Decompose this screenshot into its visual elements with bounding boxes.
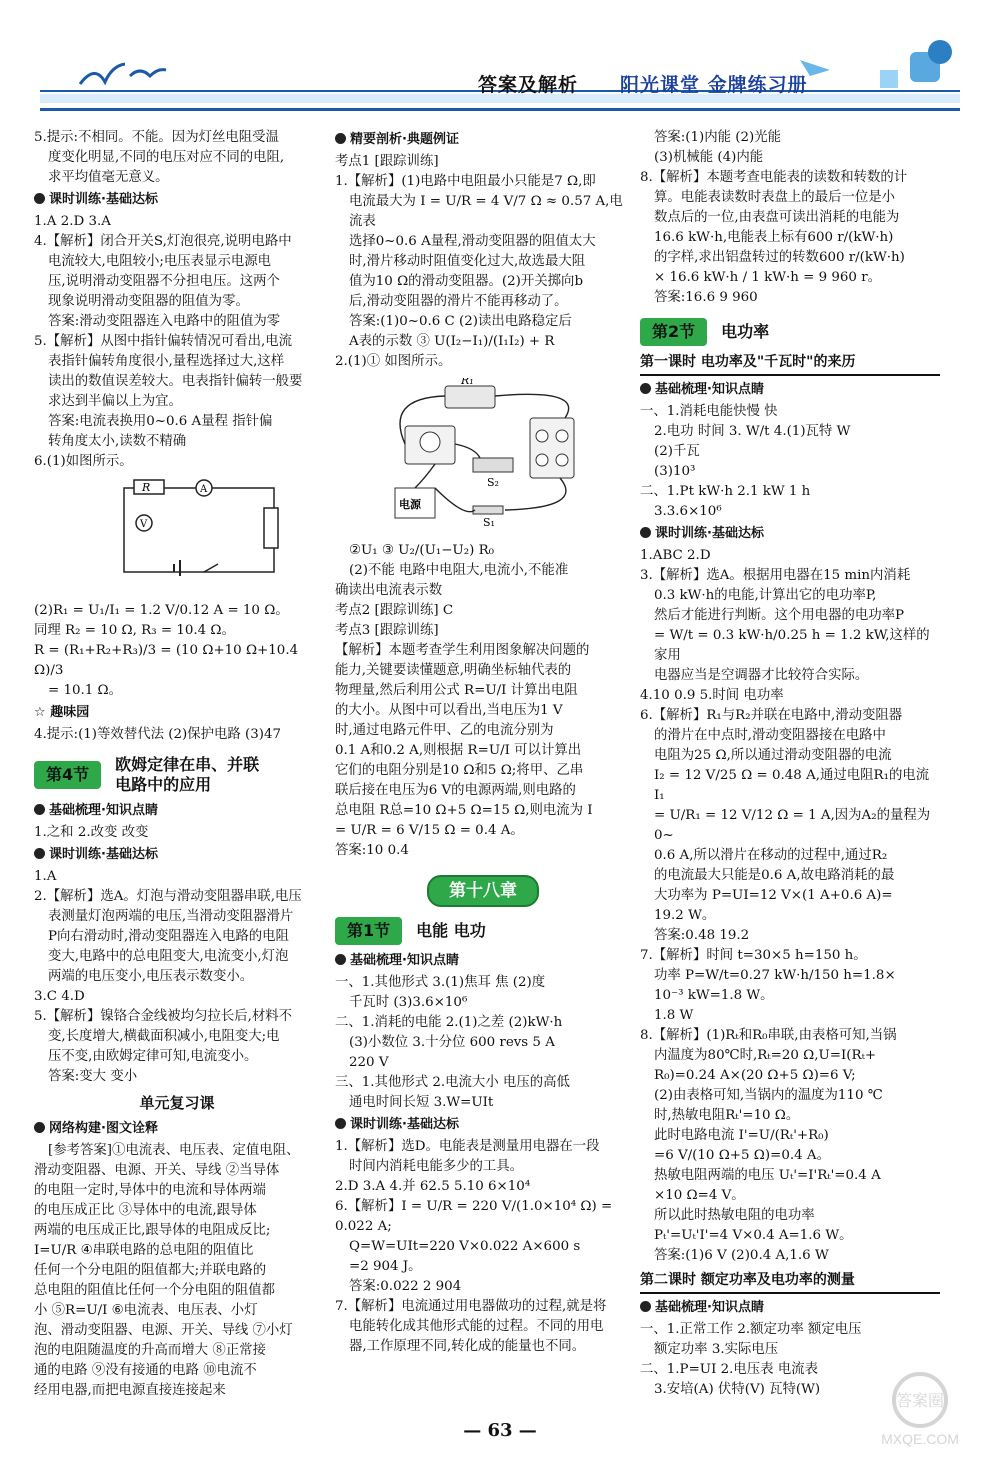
text-line: 压,说明滑动变阻器不分担电压。这两个 (48, 274, 280, 289)
switch-s1-icon (473, 506, 503, 514)
power-label: 电源 (399, 498, 421, 511)
text-line: 220 V (349, 1055, 389, 1070)
text-line: 内温度为80℃时,Rₜ=20 Ω,U=I(Rₜ+ (654, 1048, 877, 1063)
formula-line: Pₜ'=Uₜ'I'=4 V×0.4 A=1.6 W。 (654, 1228, 853, 1243)
dual-meter-icon (530, 418, 574, 478)
bullet-icon (335, 954, 346, 965)
text-line: 考点3 [跟踪训练] (335, 623, 439, 638)
bullet-icon (335, 133, 346, 144)
answer-line: 答案:0.022 2 904 (349, 1279, 462, 1294)
text-line: 值为10 Ω的滑动变阻器。(2)开关掷向b (349, 274, 584, 289)
text-line: 时,滑片移动时阻值变化过大,故选最大阻 (349, 254, 586, 269)
formula-line: = 10.1 Ω。 (48, 683, 123, 698)
text-line: 它们的电阻分别是10 Ω和5 Ω;将甲、乙串 (335, 763, 584, 778)
text-line: 两端的电压变小,电压表示数变小。 (48, 969, 254, 984)
text-line: (2)千瓦 (654, 444, 700, 459)
section-title: 电能 电功 (416, 921, 486, 940)
page-number: — 63 — (463, 1420, 537, 1441)
text-line: 表测量灯泡两端的电压,当滑动变阻器滑片 (48, 909, 294, 924)
text-line: 5.【解析】镍铬合金线被均匀拉长后,材料不 (34, 1009, 293, 1024)
column-left (34, 128, 320, 1401)
formula-line: ②U₁ ③ U₂/(U₁−U₂) R₀ (349, 543, 495, 558)
text-line: 1.【解析】(1)电路中电阻最小只能是7 Ω,即 (335, 174, 596, 189)
answer-line: (3)机械能 (4)内能 (654, 150, 764, 165)
answer-line: 答案:滑动变阻器连入电路中的阻值为零 (48, 314, 281, 329)
text-line: 滑动变阻器、电源、开关、导线 ②当导体 (34, 1163, 280, 1178)
text-line: 表指针偏转角度很小,量程选择过大,这样 (48, 354, 285, 369)
formula-line: =6 V/(10 Ω+5 Ω)=0.4 A。 (654, 1148, 830, 1163)
formula-line: 同理 R₂ = 10 Ω, R₃ = 10.4 Ω。 (34, 623, 235, 638)
text-line: 5.提示:不相同。不能。因为灯丝电阻受温 (34, 130, 279, 145)
text-line: 总电阻 R总=10 Ω+5 Ω=15 Ω,则电流为 I (335, 803, 593, 818)
formula-line: 10⁻³ kW=1.8 W。 (654, 988, 774, 1003)
text-line: 0.6 A,所以滑片在移动的过程中,通过R₂ (654, 848, 888, 863)
star-icon: ☆ (34, 705, 46, 720)
lesson-title: 第二课时 额定功率及电功率的测量 (640, 1270, 940, 1294)
text-line: 3.【解析】选A。根据用电器在15 min内消耗 (640, 568, 911, 583)
s2-label: S₂ (487, 476, 499, 489)
formula-line: 此时电路电流 I'=U/(Rₜ'+R₀) (654, 1128, 829, 1143)
text-line: 求达到半偏以上为宜。 (48, 394, 182, 409)
text-line: 度变化明显,不同的电压对应不同的电阻, (48, 150, 285, 165)
section-heading: 网络构建·图文诠释 (34, 1119, 320, 1139)
text-line: 变,长度增大,横截面积减小,电阻变大;电 (48, 1029, 280, 1044)
section-heading: 课时训练·基础达标 (335, 1115, 631, 1135)
chapter-heading (34, 755, 320, 795)
text-line: 8.【解析】(1)Rₜ和R₀串联,由表格可知,当锅 (640, 1028, 897, 1043)
text-line: 一、1.其他形式 3.(1)焦耳 焦 (2)度 (335, 975, 546, 990)
bird-decoration-icon (70, 54, 170, 94)
text-line: 6.(1)如图所示。 (34, 454, 133, 469)
text-line: 的电压成正比 ③导体中的电流,跟导体 (34, 1203, 257, 1218)
section-heading: 课时训练·基础达标 (34, 845, 320, 865)
text-line: 数点后的一位,由表盘可读出消耗的电能为 (654, 210, 900, 225)
text-line: 时,通过电路元件甲、乙的电流分别为 (335, 723, 554, 738)
text-line: 确读出电流表示数 (335, 583, 443, 598)
resistor-label: R (142, 481, 151, 494)
text-line: 时间内消耗电能多少的工具。 (349, 1159, 524, 1174)
bullet-icon (34, 804, 45, 815)
review-title: 单元复习课 (139, 1094, 215, 1112)
bullet-icon (640, 527, 651, 538)
bullet-icon (640, 1301, 651, 1312)
text-line: 通的电路 ⑨没有接通的电路 ⑩电流不 (34, 1363, 257, 1378)
text-line: 读出的数值误差较大。电表指针偏转一般要 (48, 374, 303, 389)
chapter-title: 第十八章 (427, 875, 539, 907)
formula-line: 6.【解析】I = U/R = 220 V/(1.0×10⁴ Ω) = 0.022 A; (335, 1199, 613, 1234)
section-heading: 基础梳理·知识点睛 (335, 951, 631, 971)
formula-line: ×10 Ω=4 V。 (654, 1188, 745, 1203)
answer-line: 答案:电流表换用0~0.6 A量程 指针偏 (48, 414, 273, 429)
column-middle (335, 128, 631, 1357)
text-line: I=U/R ④串联电路的总电阻的阻值比 (34, 1243, 254, 1258)
text-line: 的大小。从图中可以看出,当电压为1 V (335, 703, 563, 718)
text-line: 16.6 kW·h,电能表上标有600 r/(kW·h) (654, 230, 894, 245)
watermark-logo-icon (860, 1370, 980, 1450)
page-header (30, 70, 970, 112)
formula-line: 功率 P=W/t=0.27 kW·h/150 h=1.8× (654, 968, 896, 983)
text-line: 两端的电压成正比,跟导体的电阻成反比; (34, 1223, 271, 1238)
text-line: 的电阻一定时,导体中的电流和导体两端 (34, 1183, 266, 1198)
text-line: 2.电功 时间 3. W/t 4.(1)瓦特 W (654, 424, 851, 439)
text-line: 电流较大,电阻较小;电压表显示电源电 (48, 254, 272, 269)
text-line: 变大,电路中的总电阻变大,电流变小,灯泡 (48, 949, 289, 964)
text-line: 压不变,由欧姆定律可知,电流变小。 (48, 1049, 258, 1064)
svg-text:MXQE.COM: MXQE.COM (881, 1431, 959, 1447)
text-line: 5.【解析】从图中指针偏转情况可看出,电流 (34, 334, 293, 349)
answer-line: 答案:16.6 9 960 (654, 290, 758, 305)
circuit-diagram-1 (34, 478, 320, 595)
answer-line: 1.8 W (654, 1008, 694, 1023)
answer-line: 答案:0.48 19.2 (654, 928, 750, 943)
text-line: 考点1 [跟踪训练] (335, 154, 439, 169)
circuit-svg (114, 478, 314, 588)
section-heading: 课时训练·基础达标 (640, 524, 940, 544)
section-heading: 基础梳理·知识点睛 (640, 380, 940, 400)
svg-text:V: V (140, 519, 148, 530)
answer-line: 转角度太小,读数不精确 (48, 434, 187, 449)
text-line: 能力,关键要读懂题意,明确坐标轴代表的 (335, 663, 572, 678)
answer-line: A表的示数 ③ U(I₂−I₁)/(I₁I₂) + R (349, 334, 555, 349)
formula-line: R = (R₁+R₂+R₃)/3 = (10 Ω+10 Ω+10.4 Ω)/3 (34, 643, 299, 678)
answer-line: 答案:10 0.4 (335, 843, 409, 858)
text-line: 经用电器,而把电源直接连接起来 (34, 1383, 226, 1398)
text-line: 小 ⑤R=U/I ⑥电流表、电压表、小灯 (34, 1303, 258, 1318)
rheostat-icon (264, 508, 278, 548)
text-line: 0.3 kW·h的电能,计算出它的电功率P, (654, 588, 877, 603)
svg-text:A: A (200, 484, 208, 495)
text-line: 1.ABC 2.D (640, 548, 711, 563)
text-line: 后,滑动变阻器的滑片不能再移动了。 (349, 294, 568, 309)
section-badge: 第1节 (335, 917, 402, 945)
formula-line: = W/t = 0.3 kW·h/0.25 h = 1.2 kW,这样的家用 (654, 628, 930, 663)
bullet-icon (640, 383, 651, 394)
section-badge: 第4节 (34, 761, 101, 789)
section-heading: 精要剖析·典题例证 (335, 130, 631, 150)
text-line: (2)由表格可知,当锅内的温度为110 ℃ (654, 1088, 883, 1103)
formula-line: R₀)=0.24 A×(20 Ω+5 Ω)=6 V; (654, 1068, 856, 1083)
text-line: 千瓦时 (3)3.6×10⁶ (349, 995, 468, 1010)
text-line: 求平均值毫无意义。 (48, 170, 169, 185)
text-line: 1.A 2.D 3.A (34, 214, 111, 229)
answer-line: 答案:(1)内能 (2)光能 (654, 130, 782, 145)
text-line: 的电流最大只能是0.6 A,故电路消耗的最 (654, 868, 895, 883)
text-line: 总电阻的阻值比任何一个分电阻的阻值都 (34, 1283, 276, 1298)
section-heading: 课时训练·基础达标 (34, 190, 320, 210)
text-line: 2.(1)① 如图所示。 (335, 354, 452, 369)
text-line: 电阻为25 Ω,所以通过滑动变阻器的电流 (654, 748, 892, 763)
text-line: 三、1.其他形式 2.电流大小 电压的高低 (335, 1075, 570, 1090)
text-line: 4.10 0.9 5.时间 电功率 (640, 688, 784, 703)
text-line: (2)不能 电路中电阻大,电流小,不能准 (349, 563, 569, 578)
section-heading: ☆ 趣味园 (34, 705, 90, 720)
formula-line: (2)R₁ = U₁/I₁ = 1.2 V/0.12 A = 10 Ω。 (34, 603, 289, 618)
text-line: 4.【解析】闭合开关S,灯泡很亮,说明电路中 (34, 234, 292, 249)
text-line: 1.A (34, 869, 57, 884)
text-line: 时,热敏电阻Rₜ'=10 Ω。 (654, 1108, 800, 1123)
text-line: 3.安培(A) 伏特(V) 瓦特(W) (654, 1382, 821, 1397)
text-line: 器,工作原理不同,转化成的能量也不同。 (349, 1339, 586, 1354)
switch-s2-icon (473, 458, 513, 472)
bullet-icon (335, 1118, 346, 1129)
section-heading: 基础梳理·知识点睛 (34, 801, 320, 821)
column-right (640, 128, 940, 1400)
section-title: 电功率 (721, 322, 770, 341)
text-line: P向右滑动时,滑动变阻器连入电路的电阻 (48, 929, 289, 944)
header-title: 答案及解析 (478, 74, 579, 96)
chapter-banner (335, 875, 631, 907)
answer-line: 答案:变大 变小 (48, 1069, 138, 1084)
text-line: 19.2 W。 (654, 908, 716, 923)
s1-label: S₁ (483, 516, 495, 528)
formula-line: =2 904 J。 (349, 1259, 422, 1274)
circuit-diagram-2 (335, 378, 631, 535)
text-line: 泡的电阻随温度的升高而增大 ⑧正常接 (34, 1343, 266, 1358)
lesson-title: 第一课时 电功率及"千瓦时"的来历 (640, 352, 940, 376)
text-line: 现象说明滑动变阻器的阻值为零。 (48, 294, 249, 309)
text-line: (3)小数位 3.十分位 600 revs 5 A (349, 1035, 555, 1050)
text-line: 8.【解析】本题考查电能表的读数和转数的计 (640, 170, 908, 185)
text-line: 额定功率 3.实际电压 (654, 1342, 779, 1357)
formula-line: I₂ = 12 V/25 Ω = 0.48 A,通过电阻R₁的电流 I₁ (654, 768, 930, 803)
answer-line: 答案:(1)6 V (2)0.4 A,1.6 W (654, 1248, 829, 1263)
resistor-box-icon (445, 386, 495, 408)
svg-text:答案圈: 答案圈 (895, 1393, 945, 1410)
bullet-icon (34, 193, 45, 204)
text-line: 算。电能表读数时表盘上的最后一位是小 (654, 190, 896, 205)
text-line: 一、1.正常工作 2.额定功率 额定电压 (640, 1322, 862, 1337)
text-line: (3)10³ (654, 464, 696, 479)
text-line: 二、1.Pt kW·h 2.1 kW 1 h (640, 484, 811, 499)
text-line: 3.3.6×10⁶ (654, 504, 722, 519)
formula-line: 大功率为 P=UI=12 V×(1 A+0.6 A)= (654, 888, 893, 903)
section-title: 欧姆定律在串、并联 电路中的应用 (115, 755, 260, 794)
text-line: 选择0~0.6 A量程,滑动变阻器的阻值太大 (349, 234, 596, 249)
text-line: 二、1.消耗的电能 2.(1)之差 (2)kW·h (335, 1015, 563, 1030)
text-line: 6.【解析】R₁与R₂并联在电路中,滑动变阻器 (640, 708, 903, 723)
text-line: 2.【解析】选A。灯泡与滑动变阻器串联,电压 (34, 889, 302, 904)
text-line: 4.提示:(1)等效替代法 (2)保护电路 (3)47 (34, 727, 282, 742)
text-line: 电能转化成其他形式能的过程。不同的用电 (349, 1319, 604, 1334)
r1-label: R₁ (461, 378, 474, 387)
bullet-icon (34, 1122, 45, 1133)
text-line: 1.之和 2.改变 改变 (34, 825, 149, 840)
text-line: 所以此时热敏电阻的电功率 (654, 1208, 815, 1223)
text-line: 任何一个分电阻的阻值都大;并联电路的 (34, 1263, 267, 1278)
text-line: 7.【解析】电流通过用电器做功的过程,就是将 (335, 1299, 607, 1314)
chapter-heading (335, 917, 631, 945)
text-line: 考点2 [跟踪训练] C (335, 603, 454, 618)
text-line: 通电时间长短 3.W=UIt (349, 1095, 494, 1110)
text-line: 物理量,然后利用公式 R=U/I 计算出电阻 (335, 683, 578, 698)
chapter-heading (640, 318, 940, 346)
formula-line: 电流最大为 I = U/R = 4 V/7 Ω ≈ 0.57 A,电流表 (349, 194, 623, 229)
answer-line: 答案:(1)0~0.6 C (2)读出电路稳定后 (349, 314, 572, 329)
text-line: 然后才能进行判断。这个用电器的电功率P (654, 608, 905, 623)
text-line: 一、1.消耗电能快慢 快 (640, 404, 778, 419)
text-line: 2.D 3.A 4.并 62.5 5.10 6×10⁴ (335, 1179, 531, 1194)
section-heading: 基础梳理·知识点睛 (640, 1298, 940, 1318)
text-line: 联后接在电压为6 V的电源两端,则电路的 (335, 783, 576, 798)
formula-line: 热敏电阻两端的电压 Uₜ'=I'Rₜ'=0.4 A (654, 1168, 881, 1183)
text-line: 的字样,求出铝盘转过的转数600 r/(kW·h) (654, 250, 905, 265)
text-line: 1.【解析】选D。电能表是测量用电器在一段 (335, 1139, 600, 1154)
text-line: 0.1 A和0.2 A,则根据 R=U/I 可以计算出 (335, 743, 582, 758)
text-line: 二、1.P=UI 2.电压表 电流表 (640, 1362, 818, 1377)
header-brand: 阳光课堂 金牌练习册 (620, 74, 808, 96)
section-badge: 第2节 (640, 318, 707, 346)
text-line: 【解析】本题考查学生利用图象解决问题的 (335, 643, 590, 658)
formula-line: Q=W=UIt=220 V×0.022 A×600 s (349, 1239, 581, 1254)
text-line: 泡、滑动变阻器、电源、开关、导线 ⑦小灯 (34, 1323, 293, 1338)
text-line: 3.C 4.D (34, 989, 85, 1004)
switch-icon (204, 564, 218, 572)
formula-line: = U/R = 6 V/15 Ω = 0.4 A。 (335, 823, 524, 838)
formula-line: × 16.6 kW·h / 1 kW·h = 9 960 r。 (654, 270, 881, 285)
text-line: 的滑片在中点时,滑动变阻器接在电路中 (654, 728, 886, 743)
formula-line: = U/R₁ = 12 V/12 Ω = 1 A,因为A₂的量程为0~ (654, 808, 931, 843)
text-line: [参考答案]①电流表、电压表、定值电阻、 (48, 1143, 300, 1158)
text-line: 电器应当是空调器才比较符合实际。 (654, 668, 869, 683)
circuit-photo-svg (365, 378, 605, 528)
bullet-icon (34, 848, 45, 859)
formula-line: 7.【解析】时间 t=30×5 h=150 h。 (640, 948, 867, 963)
